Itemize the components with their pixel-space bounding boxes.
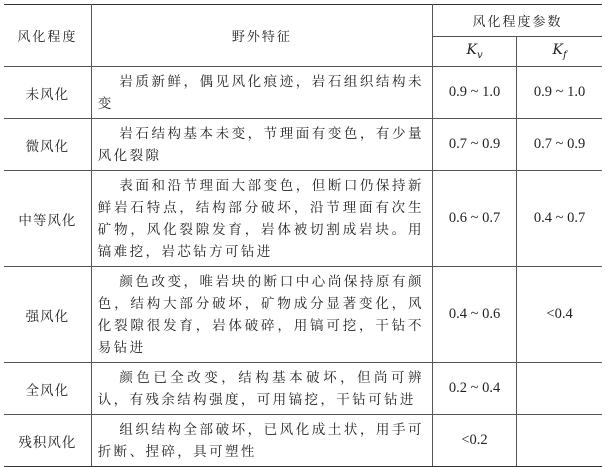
- kf-value-cell: <0.4: [517, 267, 602, 363]
- grade-cell: 残积风化: [4, 415, 91, 467]
- kv-value-cell: 0.9 ~ 1.0: [432, 67, 516, 119]
- header-row-top: [4, 5, 602, 37]
- grade-cell: 强风化: [4, 267, 91, 363]
- features-text: 表面和沿节理面大部变色，但断口仍保持新鲜岩石特点，结构部分破坏，沿节理面有次生矿物，风化裂隙发育，岩体被切割成岩块。用镐难挖，岩芯钻方可钻进: [97, 177, 424, 260]
- kv-value-cell: <0.2: [432, 415, 516, 467]
- header-kf-cell: [517, 37, 602, 67]
- kv-value-cell: 0.6 ~ 0.7: [432, 171, 516, 267]
- grade-cell: 微风化: [4, 119, 91, 171]
- grade-cell: 中等风化: [4, 171, 91, 267]
- features-cell: [91, 119, 432, 171]
- header-params-cell: 风化程度参数: [432, 5, 602, 37]
- features-cell: [91, 363, 432, 415]
- table-row: [4, 67, 602, 119]
- header-kv-cell: [432, 37, 516, 67]
- features-text: 岩质新鲜，偶见风化痕迹，岩石组织结构未变: [97, 73, 424, 112]
- features-cell: [91, 267, 432, 363]
- table-row: [4, 363, 602, 415]
- table-row: [4, 119, 602, 171]
- features-text: 颜色改变，唯岩块的断口中心尚保持原有颜色，结构大部分破坏，矿物成分显著变化，风化裂隙很发育，岩体破碎，用镐可挖，干钻不易钻进: [97, 273, 424, 356]
- kf-symbol: K: [552, 42, 563, 59]
- features-cell: [91, 415, 432, 467]
- features-cell: [91, 171, 432, 267]
- grade-cell: 未风化: [4, 67, 91, 119]
- table-row: [4, 171, 602, 267]
- features-text: 颜色已全改变，结构基本破坏，但尚可辨认，有残余结构强度，可用镐挖，干钻可钻进: [97, 369, 424, 408]
- kv-symbol: K: [466, 42, 477, 59]
- grade-cell: 全风化: [4, 363, 91, 415]
- kv-value-cell: 0.7 ~ 0.9: [432, 119, 516, 171]
- table-row: [4, 267, 602, 363]
- header-grade-cell: 风化程度: [4, 5, 91, 67]
- kf-value-cell: 0.9 ~ 1.0: [517, 67, 602, 119]
- table-row: [4, 415, 602, 467]
- kv-value-cell: 0.2 ~ 0.4: [432, 363, 516, 415]
- weathering-grade-table: [4, 4, 602, 467]
- kf-value-cell: [517, 363, 602, 415]
- kf-value-cell: 0.7 ~ 0.9: [517, 119, 602, 171]
- features-text: 岩石结构基本未变，节理面有变色，有少量风化裂隙: [97, 125, 424, 164]
- kf-value-cell: [517, 415, 602, 467]
- kf-subscript: f: [562, 49, 567, 61]
- header-features-cell: 野外特征: [91, 5, 432, 67]
- features-text: 组织结构全部破坏，已风化成土状，用手可折断、捏碎，具可塑性: [97, 421, 424, 460]
- kv-value-cell: 0.4 ~ 0.6: [432, 267, 516, 363]
- kv-subscript: v: [476, 49, 483, 61]
- kf-value-cell: 0.4 ~ 0.7: [517, 171, 602, 267]
- features-cell: [91, 67, 432, 119]
